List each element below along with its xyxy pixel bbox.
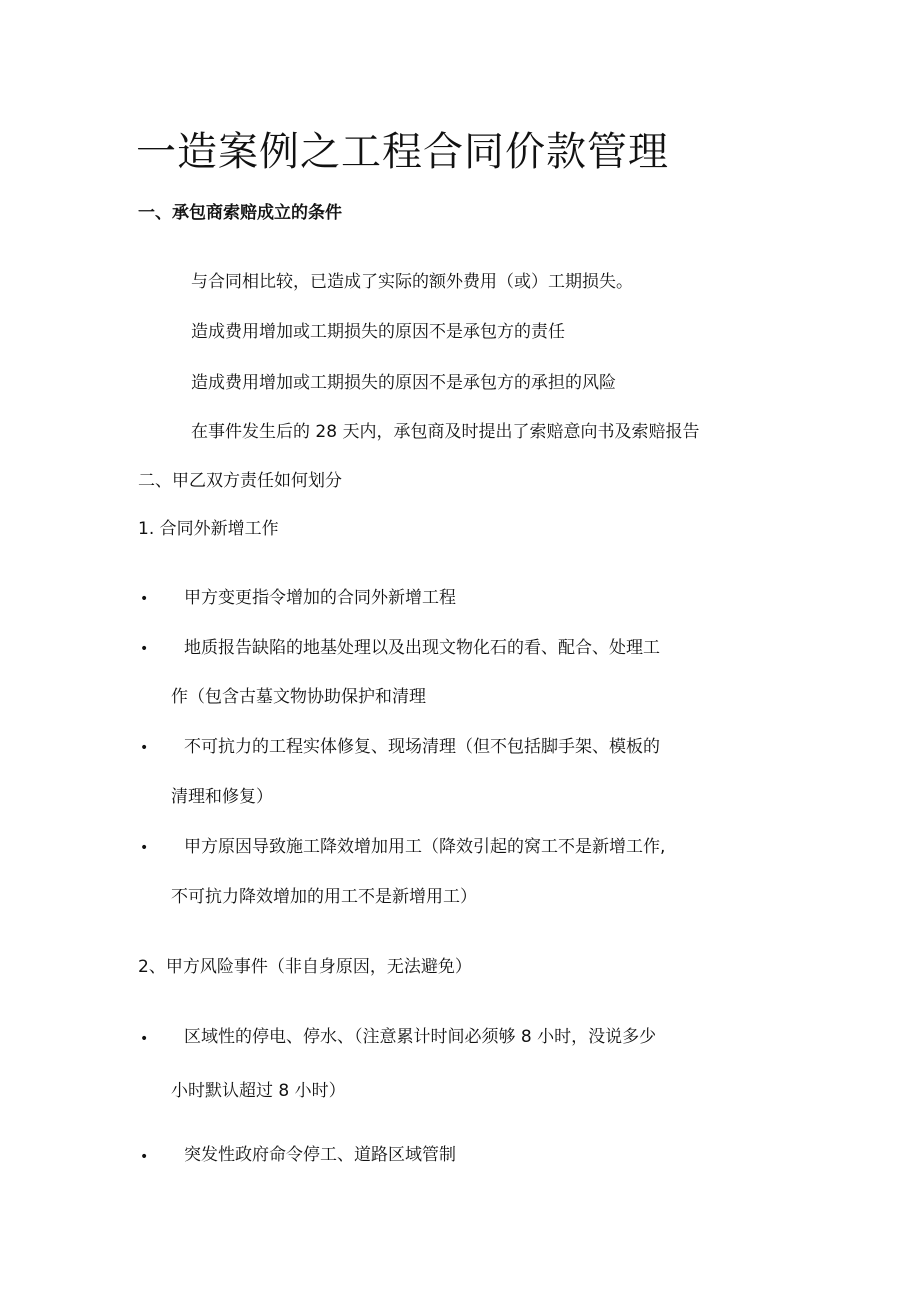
section1-item-2: 造成费用增加或工期损失的原因不是承包方的责任: [191, 322, 565, 342]
section1-item-3: 造成费用增加或工期损失的原因不是承包方的承担的风险: [191, 373, 616, 393]
bullet-marker: •: [140, 740, 149, 756]
bullet-marker: •: [140, 591, 149, 607]
document-title: 一造案例之工程合同价款管理: [136, 129, 669, 175]
bullet-marker: •: [140, 641, 149, 657]
sub1-bullet-1-line1: 甲方变更指令增加的合同外新增工程: [184, 588, 456, 608]
sub1-bullet-3-line2: 清理和修复）: [171, 787, 273, 807]
sub1-bullet-2-line1: 地质报告缺陷的地基处理以及出现文物化石的看、配合、处理工: [184, 638, 660, 658]
subsection1-heading: 1. 合同外新增工作: [138, 519, 279, 539]
section1-item-1: 与合同相比较，已造成了实际的额外费用（或）工期损失。: [191, 272, 633, 292]
section1-item-4: 在事件发生后的 28 天内，承包商及时提出了索赔意向书及索赔报告: [191, 422, 700, 442]
bullet-marker: •: [140, 1031, 149, 1047]
sub1-bullet-4-line2: 不可抗力降效增加的用工不是新增用工）: [171, 887, 477, 907]
section1-heading: 一、承包商索赔成立的条件: [138, 203, 342, 223]
sub1-bullet-4-line1: 甲方原因导致施工降效增加用工（降效引起的窝工不是新增工作,: [184, 837, 666, 857]
bullet-marker: •: [140, 840, 149, 856]
sub2-bullet-1-line2: 小时默认超过 8 小时）: [171, 1081, 346, 1101]
bullet-marker: •: [140, 1149, 149, 1165]
sub1-bullet-2-line2: 作（包含古墓文物协助保护和清理: [171, 687, 426, 707]
sub2-bullet-1-line1: 区域性的停电、停水、（注意累计时间必须够 8 小时，没说多少: [184, 1027, 657, 1047]
section2-heading: 二、甲乙双方责任如何划分: [138, 471, 342, 491]
sub1-bullet-3-line1: 不可抗力的工程实体修复、现场清理（但不包括脚手架、模板的: [184, 737, 660, 757]
subsection2-heading: 2、甲方风险事件（非自身原因，无法避免）: [138, 957, 472, 977]
sub2-bullet-2-line1: 突发性政府命令停工、道路区域管制: [184, 1145, 456, 1165]
